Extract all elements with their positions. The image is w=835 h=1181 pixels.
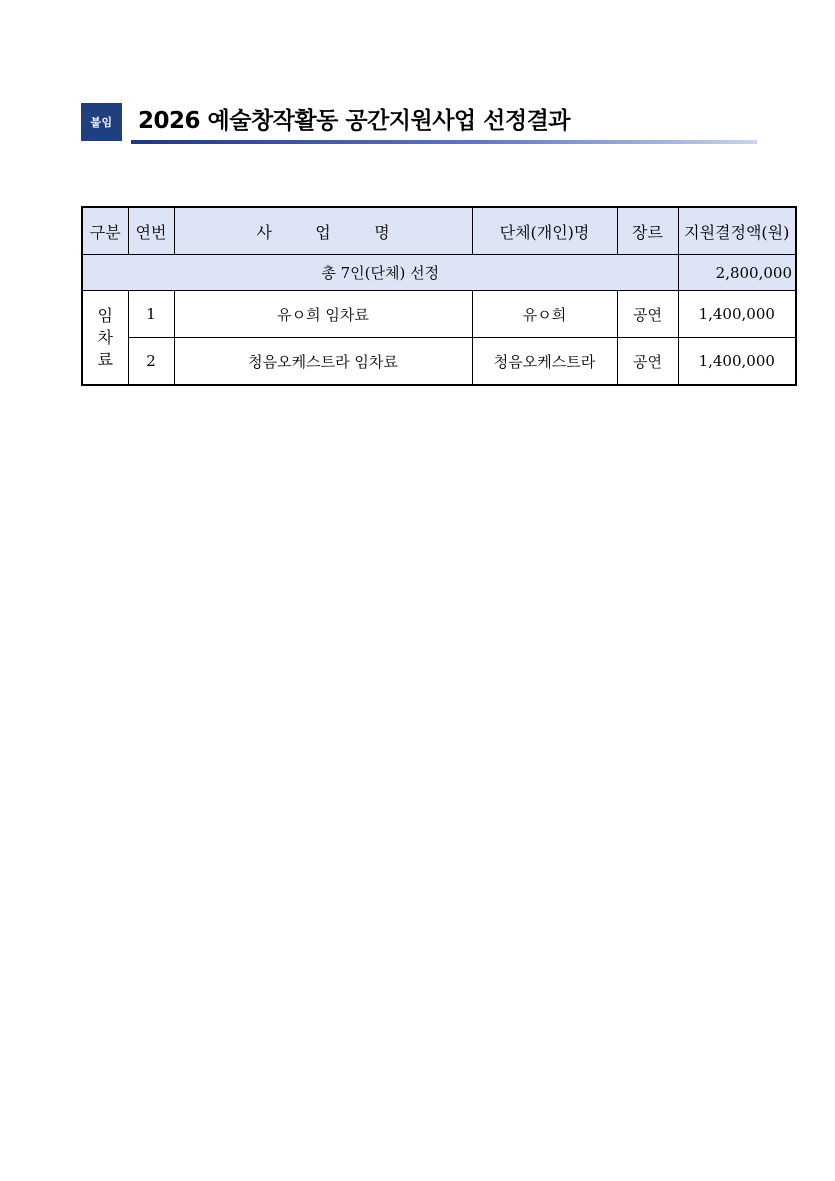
attachment-badge: 붙임: [81, 103, 122, 141]
selection-result-table: [81, 206, 797, 386]
column-header-category: 구분: [82, 207, 128, 255]
row-number: 1: [128, 291, 174, 338]
row-amount: 1,400,000: [678, 291, 796, 338]
title-underline: [131, 140, 757, 144]
total-row: [82, 255, 796, 291]
row-number: 2: [128, 338, 174, 386]
row-organization: 유ㅇ희: [472, 291, 617, 338]
total-amount: 2,800,000: [678, 255, 796, 291]
row-organization: 청음오케스트라: [472, 338, 617, 386]
row-project: 유ㅇ희 임차료: [174, 291, 472, 338]
table-row: [82, 338, 796, 386]
column-header-project: 사 업 명: [174, 207, 472, 255]
row-amount: 1,400,000: [678, 338, 796, 386]
total-label: 총 7인(단체) 선정: [82, 255, 678, 291]
column-header-number: 연번: [128, 207, 174, 255]
column-header-genre: 장르: [617, 207, 678, 255]
row-project: 청음오케스트라 임차료: [174, 338, 472, 386]
column-header-organization: 단체(개인)명: [472, 207, 617, 255]
row-genre: 공연: [617, 291, 678, 338]
column-header-amount: 지원결정액(원): [678, 207, 796, 255]
table-row: [82, 291, 796, 338]
row-genre: 공연: [617, 338, 678, 386]
document-title-block: [81, 103, 757, 147]
table-header-row: [82, 207, 796, 255]
category-cell: 임 차 료: [82, 291, 128, 386]
document-title: 2026 예술창작활동 공간지원사업 선정결과: [138, 108, 571, 134]
